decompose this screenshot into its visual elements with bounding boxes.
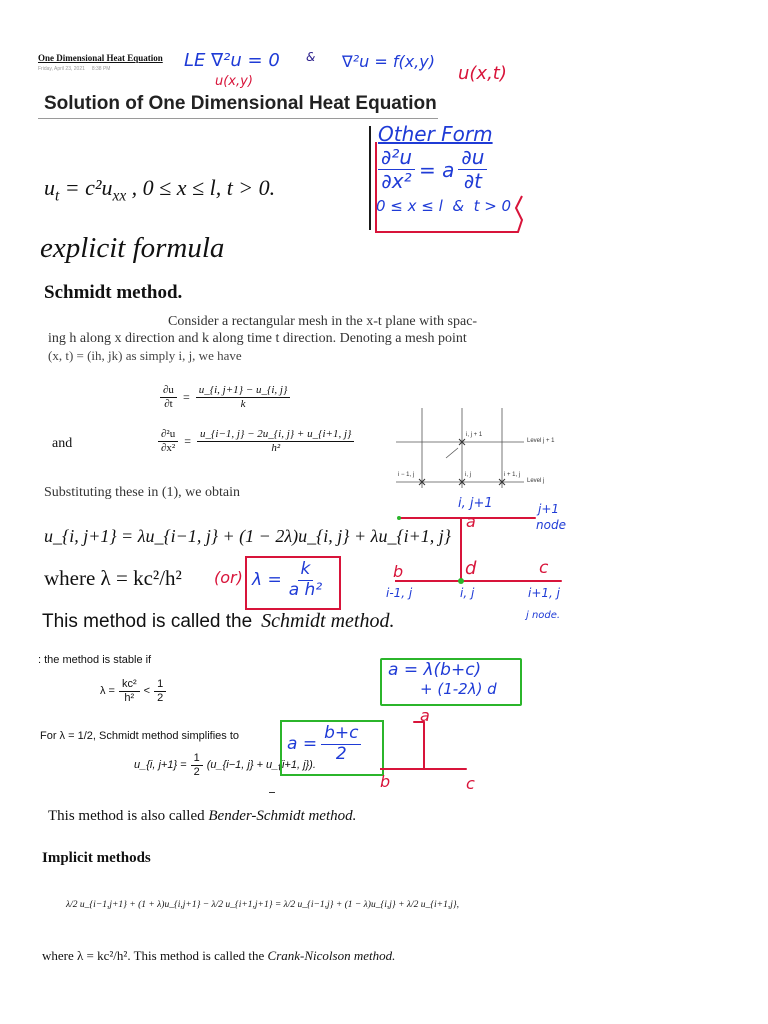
- crank-text: where λ = kc²/h². This method is called the: [42, 948, 268, 963]
- small-handwritten-mesh: [380, 712, 490, 782]
- lambda-box-content: [252, 560, 325, 600]
- handwritten-uxt: u(x,t): [458, 63, 507, 84]
- other-form-title: Other Form: [378, 122, 493, 146]
- stable-num: kc²: [119, 678, 140, 692]
- stable-den: h²: [124, 691, 135, 704]
- stable-lambda: λ =: [100, 685, 115, 698]
- stable-text: : the method is stable if: [38, 654, 152, 666]
- half-num: 1: [191, 752, 203, 766]
- other-form-lhs-num: ∂²u: [378, 146, 415, 170]
- hw-node-a: a: [466, 512, 476, 531]
- small-dash: [269, 792, 275, 793]
- hw-node-i-j: i, j: [460, 586, 475, 600]
- heading-rule: [38, 118, 438, 119]
- half-rhs: (u_{i−1, j} + u_{i+1, j}).: [206, 759, 316, 772]
- small-mesh-a: a: [420, 706, 430, 725]
- crank-method-name: Crank-Nicolson method.: [267, 948, 396, 963]
- hw-node-i-j1: i, j+1: [458, 496, 493, 511]
- mesh-level-j: Level j: [527, 478, 545, 484]
- mesh-node-im1-j: i − 1, j: [398, 472, 415, 478]
- note-timestamp: Friday, April 23, 2021 8:38 PM: [38, 66, 111, 72]
- schmidt-scheme-equation: u_{i, j+1} = λu_{i−1, j} + (1 − 2λ)u_{i, j} + λu_{i+1, j}: [44, 526, 451, 546]
- schmidt-heading: Schmidt method.: [44, 282, 183, 303]
- mesh-level-j1: Level j + 1: [527, 438, 555, 444]
- du-dt-rhs-den: k: [240, 397, 246, 410]
- crank-line: [42, 948, 395, 964]
- page-heading: Solution of One Dimensional Heat Equation: [44, 93, 437, 114]
- du-dt-lhs-den: ∂t: [164, 397, 173, 410]
- bender-text: This method is also called: [48, 808, 209, 824]
- method-called-line: [42, 610, 394, 633]
- stable-condition: [100, 678, 166, 704]
- mesh-figure: [396, 408, 576, 488]
- intro-line-2: ing h along x direction and k along time t direction. Denoting a mesh point: [48, 331, 467, 346]
- hw-node-d: d: [465, 558, 477, 579]
- hw-node-ip1-j: i+1, j: [528, 586, 560, 600]
- du-dt-lhs-num: ∂u: [160, 384, 177, 398]
- d2u-rhs-den: h²: [271, 441, 281, 454]
- handwritten-laplace-eq: LE ∇²u = 0: [184, 50, 280, 71]
- hw-node-im1-j: i-1, j: [386, 586, 413, 600]
- small-mesh-c: c: [466, 774, 475, 793]
- heat-eq-sub-xx: xx: [112, 187, 127, 205]
- d2u-rhs-num: u_{i−1, j} − 2u_{i, j} + u_{i+1, j}: [197, 428, 354, 442]
- small-mesh-b: b: [380, 772, 391, 791]
- formula-box-line-2: + (1-2λ) d: [420, 680, 497, 698]
- formula-box-line-1: a = λ(b+c): [388, 660, 482, 680]
- method-name: Schmidt method.: [261, 610, 395, 632]
- half-text: For λ = 1/2, Schmidt method simplifies to: [40, 730, 239, 742]
- green-box-num: b+c: [321, 724, 361, 745]
- green-box-den: 2: [335, 743, 347, 764]
- other-form-equation: [378, 146, 487, 193]
- mesh-node-i-j1: i, j + 1: [466, 432, 483, 438]
- bender-method-name: Bender-Schmidt method.: [208, 808, 357, 824]
- explicit-formula-heading: explicit formula: [40, 232, 225, 264]
- and-label: and: [52, 436, 73, 451]
- green-box-lhs: a =: [287, 734, 318, 755]
- du-dt-equation: $\frac{\partial u}{\partial t}$ = $\frac{u\_\{i, j+1\} - u\_\{i, j\}}{k}$: [160, 384, 290, 410]
- d2u-lhs-den: ∂x²: [161, 441, 176, 454]
- half-lhs: u_{i, j+1} =: [134, 759, 187, 772]
- heat-eq-rhs: = c²u: [59, 175, 113, 200]
- method-called-text: This method is called the: [42, 611, 253, 632]
- mesh-node-ip1-j: i + 1, j: [504, 472, 521, 478]
- lambda-box-lhs: λ =: [252, 570, 282, 591]
- heat-eq-domain: , 0 ≤ x ≤ l, t > 0.: [126, 175, 276, 200]
- d2u-lhs-num: ∂²u: [158, 428, 178, 442]
- intro-line-1: Consider a rectangular mesh in the x-t plane with spac-: [168, 314, 478, 329]
- heat-eq-u: u: [44, 175, 55, 200]
- implicit-heading: Implicit methods: [42, 850, 151, 866]
- stable-half-num: 1: [154, 678, 166, 692]
- hw-node-c: c: [539, 558, 549, 578]
- handwritten-laplace-uxy: u(x,y): [215, 74, 253, 89]
- green-box-content: [287, 724, 361, 764]
- other-form-eq-mid: = a: [419, 157, 455, 182]
- heat-equation: [44, 175, 275, 205]
- bender-line: [48, 808, 356, 825]
- stable-lt: <: [143, 685, 151, 698]
- note-title: One Dimensional Heat Equation: [38, 53, 163, 63]
- mesh-node-i-j: i, j: [465, 472, 471, 478]
- handwritten-or: (or): [214, 568, 243, 587]
- d2u-dx2-equation: $\frac{\text{∂²u}}{\text{∂x²}}$ = $\frac{u\_\{i-1, j\} - 2u\_\{i, j\} + u\_\{i+1, j\}}{\text{h²}}$: [158, 428, 354, 454]
- other-form-rhs-num: ∂u: [458, 146, 487, 170]
- hw-j1-node-1: j+1: [538, 502, 560, 516]
- handwritten-poisson-eq: ∇²u = f(x,y): [342, 52, 435, 71]
- lambda-box-num: k: [298, 560, 314, 581]
- substituting-text: Substituting these in (1), we obtain: [44, 485, 240, 500]
- du-dt-rhs-num: u_{i, j+1} − u_{i, j}: [196, 384, 291, 398]
- handwritten-ampersand: &: [306, 50, 316, 64]
- half-den: 2: [193, 765, 200, 778]
- heat-eq-sub-t: t: [55, 187, 60, 205]
- implicit-equation: λ/2 u_{i−1,j+1} + (1 + λ)u_{i,j+1} − λ/2 u_{i+1,j+1} = λ/2 u_{i−1,j} + (1 − λ)u_{i,j} + λ/2 u_{i+1,j},: [66, 900, 460, 910]
- where-lambda: where λ = kc²/h²: [44, 566, 182, 590]
- hw-j1-node-2: node: [536, 518, 566, 532]
- other-form-condition: 0 ≤ x ≤ l & t > 0: [376, 197, 512, 215]
- lambda-box-den: a h²: [288, 579, 323, 600]
- other-form-rhs-den: ∂t: [463, 169, 483, 193]
- intro-line-3: (x, t) = (ih, jk) as simply i, j, we have: [48, 348, 242, 363]
- stable-half-den: 2: [157, 691, 164, 704]
- other-form-lhs-den: ∂x²: [381, 169, 412, 193]
- hw-node-b: b: [393, 562, 404, 581]
- hw-j-node: j node.: [526, 610, 561, 621]
